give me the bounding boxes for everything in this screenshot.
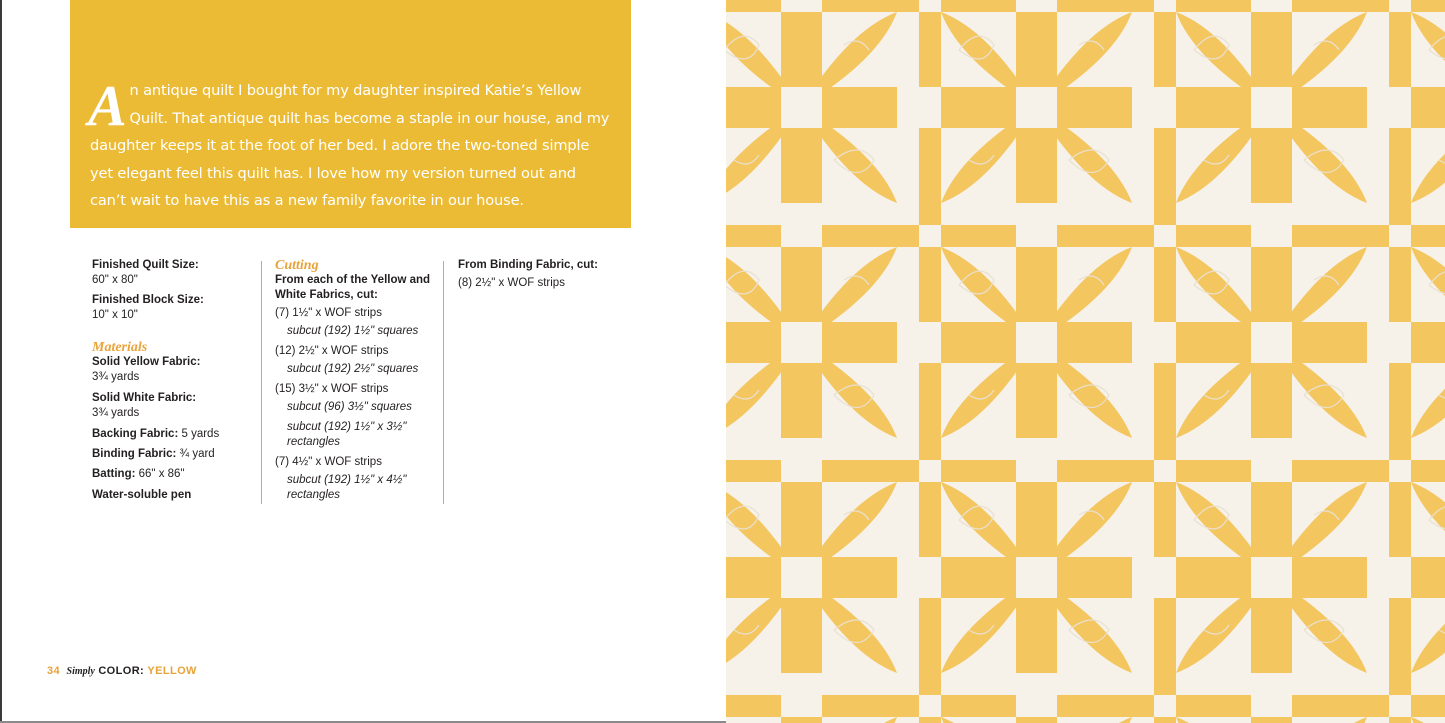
yellow-fabric-value: 3¾ yards xyxy=(92,371,140,383)
page-left-edge xyxy=(0,0,2,723)
cut-group-strips: (7) 1½" x WOF strips xyxy=(275,307,382,319)
binding-fabric-label: Binding Fabric: xyxy=(92,448,177,460)
cut-group-subcut: subcut (192) 1½" x 4½" rectangles xyxy=(287,474,407,501)
batting xyxy=(92,467,252,482)
cut-group-subcut: subcut (192) 1½" x 3½" rectangles xyxy=(287,421,407,448)
finished-quilt-value: 60" x 80" xyxy=(92,274,138,286)
page-footer xyxy=(47,665,197,677)
cut-group-subcut: subcut (192) 1½" squares xyxy=(287,325,419,337)
backing-fabric xyxy=(92,427,252,442)
binding-cut-heading: From Binding Fabric, cut: xyxy=(458,259,598,271)
cut-group-subcut: subcut (96) 3½" squares xyxy=(287,401,412,413)
intro-paragraph xyxy=(88,73,611,215)
backing-fabric-label: Backing Fabric: xyxy=(92,428,179,440)
cutting-column xyxy=(275,258,440,503)
materials-heading: Materials xyxy=(92,340,148,355)
cutting-heading: Cutting xyxy=(275,258,319,273)
binding-cut-value: (8) 2½" x WOF strips xyxy=(458,277,565,289)
column-divider xyxy=(443,261,444,504)
finished-quilt-label: Finished Quilt Size: xyxy=(92,259,199,271)
cut-group-strips: (12) 2½" x WOF strips xyxy=(275,345,389,357)
finished-block-label: Finished Block Size: xyxy=(92,294,204,306)
binding-column xyxy=(458,258,628,291)
drop-cap: A xyxy=(88,73,127,138)
binding-fabric-value: ¾ yard xyxy=(176,448,215,460)
specs-column xyxy=(92,258,252,503)
column-divider xyxy=(261,261,262,504)
batting-label: Batting: xyxy=(92,468,136,480)
intro-body: n antique quilt I bought for my daughter inspired Katie’s Yellow Quilt. That antique quilt has become a staple in our house, and my daughter keeps it at the foot of her bed. I adore the two-toned simple yet elegant feel this quilt has. I love how my version turned out and can’t wait to have this as a new family favorite in our house. xyxy=(90,82,610,209)
cut-group-subcut: subcut (192) 2½" squares xyxy=(287,363,419,375)
white-fabric-label: Solid White Fabric: xyxy=(92,392,197,404)
brand-name: Simply xyxy=(66,666,95,677)
finished-block-value: 10" x 10" xyxy=(92,309,138,321)
yellow-fabric-label: Solid Yellow Fabric: xyxy=(92,356,201,368)
white-fabric-value: 3¾ yards xyxy=(92,407,140,419)
water-soluble-pen: Water-soluble pen xyxy=(92,489,192,501)
batting-value: 66" x 86" xyxy=(135,468,185,480)
intro-box xyxy=(70,0,631,228)
cut-group-strips: (7) 4½" x WOF strips xyxy=(275,456,382,468)
page-number: 34 xyxy=(47,665,61,677)
quilt-photo-image xyxy=(726,0,1445,723)
cutting-subheading: From each of the Yellow and White Fabrics, cut: xyxy=(275,274,431,301)
binding-fabric xyxy=(92,447,252,462)
series-name: COLOR: xyxy=(98,665,148,677)
cut-group-strips: (15) 3½" x WOF strips xyxy=(275,383,389,395)
backing-fabric-value: 5 yards xyxy=(178,428,220,440)
quilt-photo xyxy=(726,0,1445,723)
series-color: YELLOW xyxy=(147,665,197,677)
